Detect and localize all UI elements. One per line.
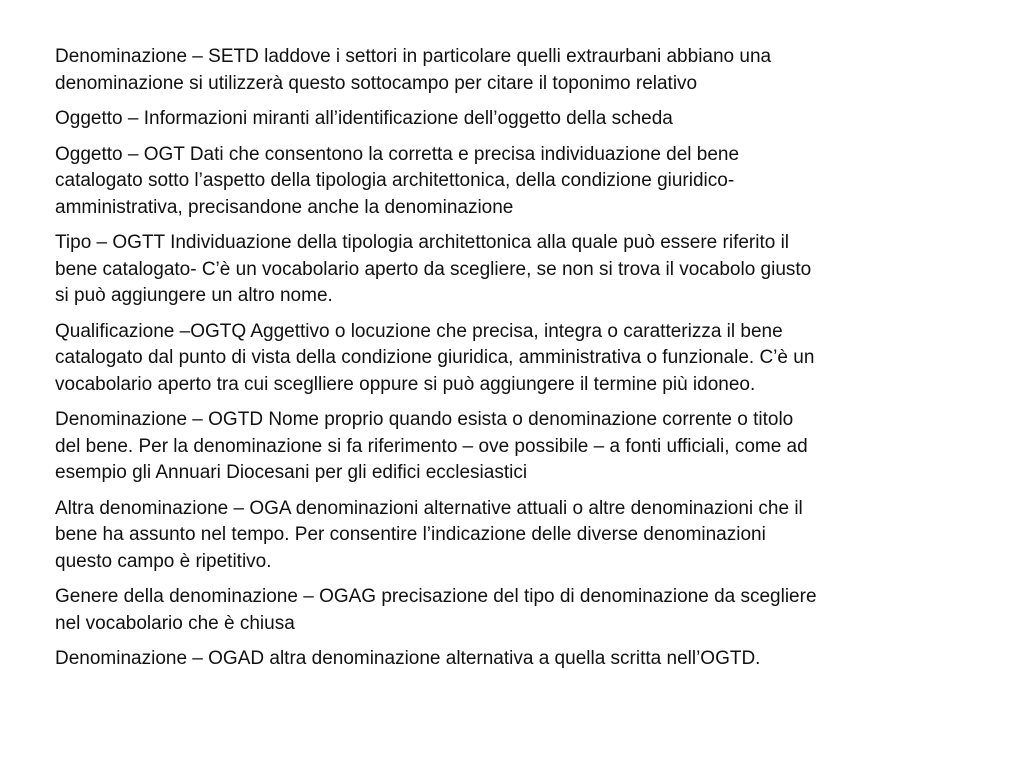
text-line: Oggetto – Informazioni miranti all’identificazione dell’oggetto della scheda — [55, 108, 673, 129]
text-line: Denominazione – OGTD Nome proprio quando esista o denominazione corrente o titolo — [55, 409, 794, 430]
paragraph — [55, 496, 985, 576]
paragraph — [55, 407, 985, 487]
text-line: amministrativa, precisandone anche la denominazione — [55, 196, 514, 218]
text-line: Altra denominazione – OGA denominazioni alternative attuali o altre denominazioni che il — [55, 497, 803, 519]
text-line: esempio gli Annuari Diocesani per gli edifici ecclesiastici — [55, 462, 528, 483]
text-line: Genere della denominazione – OGAG precisazione del tipo di denominazione da scegliere — [55, 586, 817, 607]
text-line: nel vocabolario che è chiusa — [55, 612, 295, 634]
text-line: Denominazione – SETD laddove i settori in particolare quelli extraurbani abbiano una — [55, 46, 772, 67]
text-line: bene ha assunto nel tempo. Per consentire l’indicazione delle diverse denominazioni — [55, 524, 766, 545]
text-line: del bene. Per la denominazione si fa riferimento – ove possibile – a fonti ufficiali, come ad — [55, 435, 808, 457]
text-line: denominazione si utilizzerà questo sottocampo per citare il toponimo relativo — [55, 72, 698, 94]
text-line: Tipo – OGTT Individuazione della tipologia architettonica alla quale può essere riferito il — [55, 232, 790, 253]
paragraph — [55, 142, 985, 222]
text-line: questo campo è ripetitivo. — [55, 550, 272, 572]
text-line: catalogato sotto l’aspetto della tipologia architettonica, della condizione giuridico- — [55, 170, 735, 191]
text-line: vocabolario aperto tra cui sceglliere oppure si può aggiungere il termine più idoneo. — [55, 373, 756, 395]
paragraph — [55, 646, 985, 673]
text-line: Qualificazione –OGTQ Aggettivo o locuzione che precisa, integra o caratterizza il bene — [55, 320, 783, 342]
paragraph — [55, 584, 985, 637]
paragraph — [55, 319, 985, 399]
paragraph — [55, 230, 985, 310]
text-line: bene catalogato- C’è un vocabolario aperto da scegliere, se non si trova il vocabolo giusto — [55, 258, 812, 280]
text-line: Denominazione – OGAD altra denominazione alternativa a quella scritta nell’OGTD. — [55, 648, 761, 669]
text-line: si può aggiungere un altro nome. — [55, 285, 333, 306]
paragraph — [55, 44, 985, 97]
document-body — [55, 44, 985, 682]
text-line: catalogato dal punto di vista della condizione giuridica, amministrativa o funzionale. C’è un — [55, 347, 815, 368]
text-line: Oggetto – OGT Dati che consentono la corretta e precisa individuazione del bene — [55, 143, 740, 165]
paragraph — [55, 106, 985, 133]
